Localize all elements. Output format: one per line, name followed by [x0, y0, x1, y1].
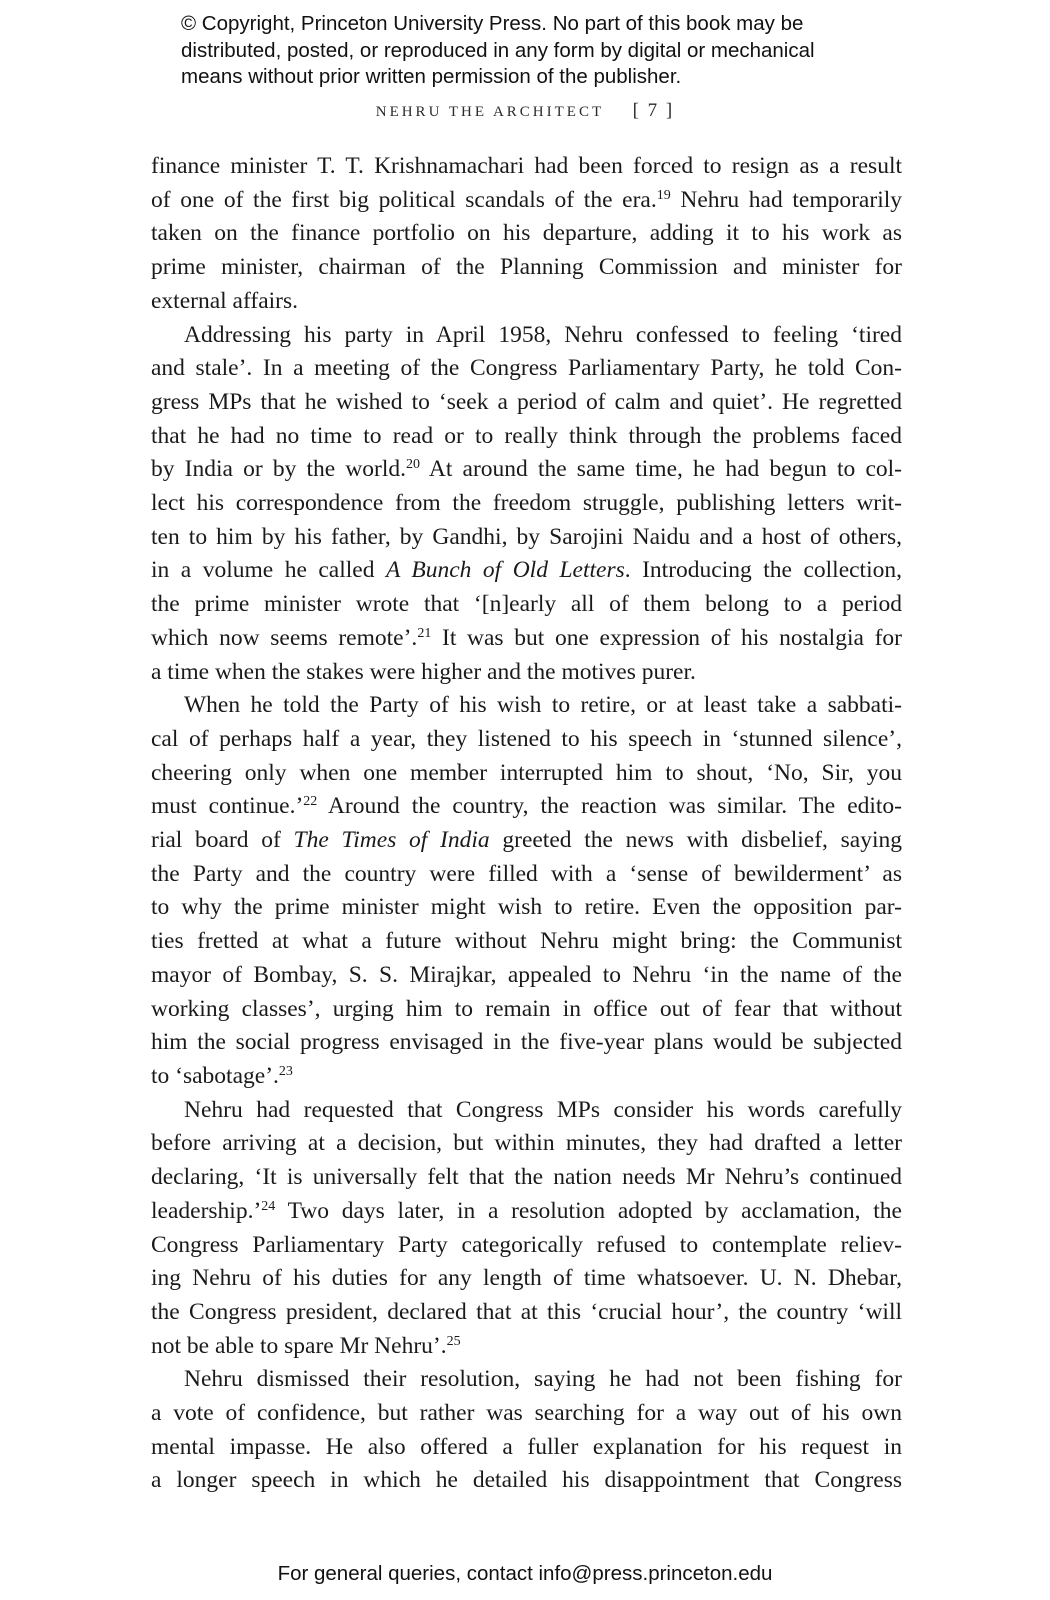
text-line: Addressing his party in April 1958, Nehru confessed to feeling ‘tired [184, 321, 902, 348]
text-line: that he had no time to read or to really think through the problems faced [151, 422, 902, 449]
copyright-line: distributed, posted, or reproduced in any form by digital or mechanical [181, 38, 815, 62]
text-line: Nehru had requested that Congress MPs consider his words carefully [184, 1096, 902, 1123]
text-line: him the social progress envisaged in the five-year plans would be subjected [151, 1029, 902, 1056]
footnote-ref-20: 20 [406, 457, 421, 473]
text-line [151, 824, 902, 858]
running-head [0, 100, 1050, 122]
text-line: before arriving at a decision, but within minutes, they had drafted a letter [151, 1130, 902, 1157]
body-text [151, 150, 902, 1498]
text-span: by India or by the world. [151, 456, 407, 483]
text-line [151, 184, 902, 218]
text-span: of one of the first big political scandals of the era. [151, 186, 657, 213]
text-line: ties fretted at what a future without Nehru might bring: the Communist [151, 928, 902, 955]
text-line: mayor of Bombay, S. S. Mirajkar, appealed to Nehru ‘in the name of the [151, 961, 902, 988]
text-line: declaring, ‘It is universally felt that the nation needs Mr Nehru’s continued [151, 1164, 902, 1191]
text-line: a longer speech in which he detailed his disappointment that Congress [151, 1467, 902, 1494]
text-line: the Congress president, declared that at this ‘crucial hour’, the country ‘will [151, 1298, 902, 1325]
text-line: a vote of confidence, but rather was searching for a way out of his own [151, 1400, 902, 1427]
text-span: At around the same time, he had begun to col- [420, 456, 902, 483]
text-span: It was but one expression of his nostalgia for [431, 624, 902, 651]
copyright-line: means without prior written permission of the publisher. [181, 65, 682, 88]
text-line: to why the prime minister might wish to retire. Even the opposition par- [151, 894, 902, 921]
text-span: rial board of [151, 827, 294, 854]
footnote-ref-23: 23 [278, 1063, 293, 1079]
text-line [151, 453, 902, 487]
text-line: When he told the Party of his wish to retire, or at least take a sabbati- [184, 692, 902, 719]
text-line: a time when the stakes were higher and the motives purer. [151, 658, 696, 685]
footnote-ref-21: 21 [417, 625, 432, 641]
copyright-line: © Copyright, Princeton University Press. No part of this book may be [181, 12, 804, 35]
text-line [151, 790, 902, 824]
text-line [151, 1060, 902, 1094]
copyright-notice [181, 11, 941, 91]
newspaper-title: The Times of India [293, 827, 490, 854]
text-span: Nehru had temporarily [670, 186, 902, 213]
page-number: [ 7 ] [632, 100, 675, 121]
text-line: Congress Parliamentary Party categorically refused to contemplate reliev- [151, 1231, 902, 1258]
running-head-title: NEHRU THE ARCHITECT [375, 104, 604, 120]
text-line: taken on the finance portfolio on his departure, adding it to his work as [151, 220, 902, 247]
text-line: Nehru dismissed their resolution, saying he had not been fishing for [184, 1366, 902, 1393]
text-line: finance minister T. T. Krishnamachari had been forced to resign as a result [151, 153, 902, 179]
text-line: working classes’, urging him to remain in office out of fear that without [151, 995, 902, 1022]
text-line [151, 1195, 902, 1229]
text-line: the prime minister wrote that ‘[n]early all of them belong to a period [151, 591, 902, 618]
text-line: lect his correspondence from the freedom struggle, publishing letters writ- [151, 490, 902, 517]
footnote-ref-25: 25 [446, 1333, 461, 1349]
text-line: ing Nehru of his duties for any length of time whatsoever. U. N. Dhebar, [151, 1265, 902, 1292]
text-line [151, 622, 902, 656]
text-span: leadership.’ [151, 1197, 262, 1224]
text-span: . Introducing the collection, [624, 557, 902, 584]
text-line: prime minister, chairman of the Planning Commission and minister for [151, 254, 902, 281]
text-line: the Party and the country were filled with a ‘sense of bewilderment’ as [151, 860, 902, 887]
footer-contact: For general queries, contact info@press.princeton.edu [277, 1562, 773, 1585]
footnote-ref-22: 22 [303, 794, 318, 810]
text-span: which now seems remote’. [151, 624, 418, 651]
text-line: external affairs. [151, 287, 299, 314]
text-line: ten to him by his father, by Gandhi, by Sarojini Naidu and a host of others, [151, 523, 902, 550]
text-span: greeted the news with disbelief, saying [489, 827, 902, 854]
text-line [151, 554, 902, 588]
text-span: in a volume he called [151, 557, 386, 584]
book-title: A Bunch of Old Letters [385, 557, 625, 584]
footnote-ref-19: 19 [656, 187, 671, 203]
footnote-ref-24: 24 [261, 1198, 276, 1214]
text-line: cal of perhaps half a year, they listened to his speech in ‘stunned silence’, [151, 725, 902, 752]
text-span: Two days later, in a resolution adopted by acclamation, the [275, 1197, 902, 1224]
text-span: must continue.’ [151, 793, 304, 820]
text-span: not be able to spare Mr Nehru’. [151, 1332, 447, 1359]
text-line: cheering only when one member interrupted him to shout, ‘No, Sir, you [151, 759, 902, 786]
text-line: mental impasse. He also offered a fuller explanation for his request in [151, 1433, 902, 1460]
text-line: and stale’. In a meeting of the Congress Parliamentary Party, he told Con- [151, 355, 902, 382]
text-span: Around the country, the reaction was similar. The edito- [317, 793, 903, 820]
text-span: to ‘sabotage’. [151, 1062, 279, 1089]
text-line [151, 1330, 902, 1364]
text-line: gress MPs that he wished to ‘seek a period of calm and quiet’. He regretted [151, 388, 902, 415]
